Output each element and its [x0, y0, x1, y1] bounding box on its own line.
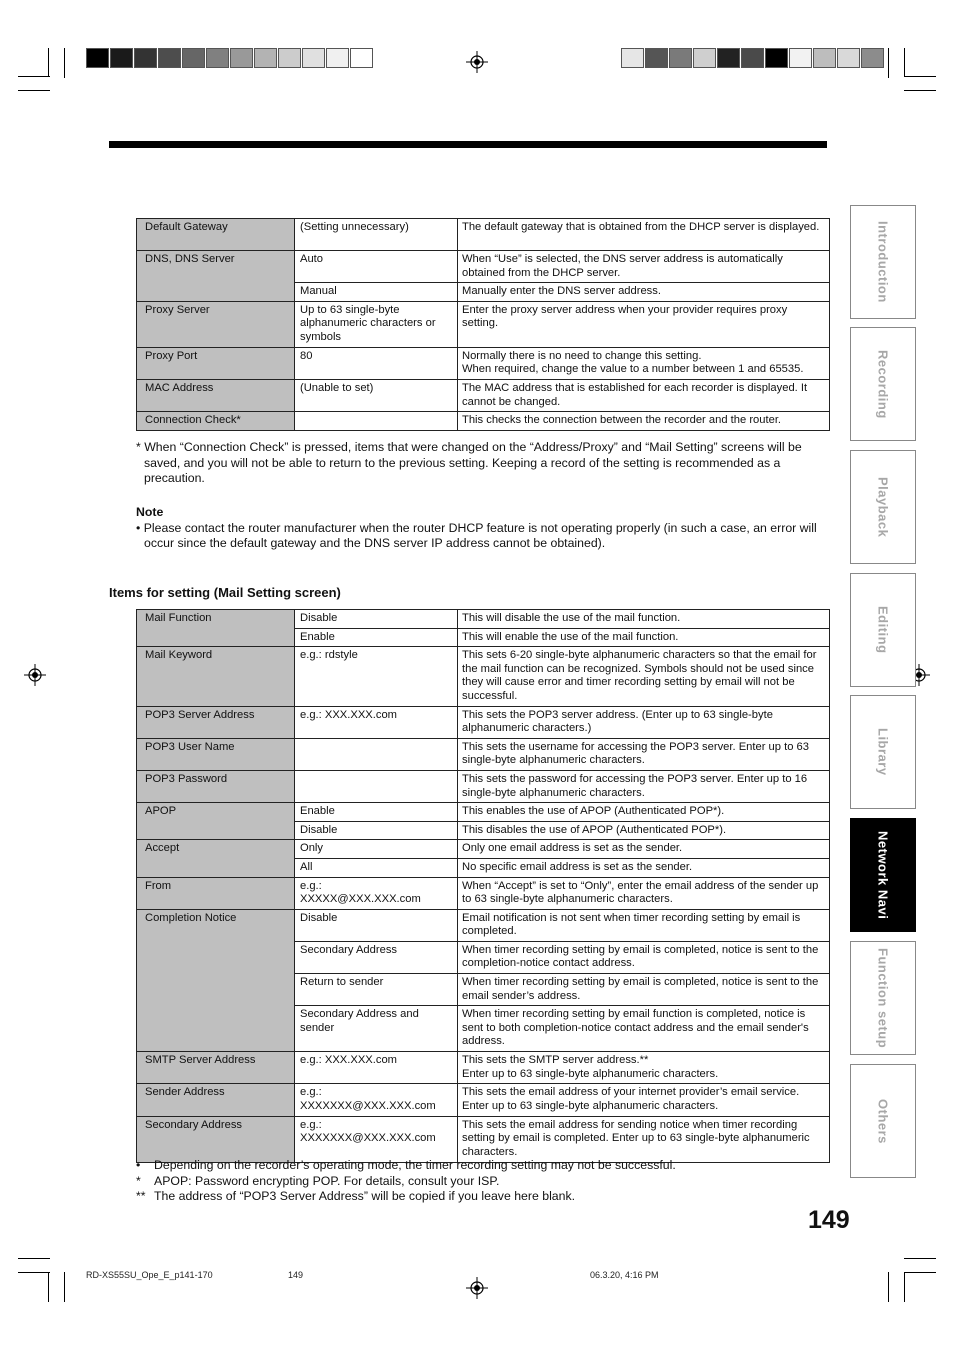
item-cell: Default Gateway — [137, 219, 295, 251]
description-cell: This enables the use of APOP (Authenticated POP*). — [458, 803, 830, 822]
table-row — [137, 412, 830, 431]
description-cell: Email notification is not sent when timer recording setting by email is completed. — [458, 909, 830, 941]
item-cell: MAC Address — [137, 379, 295, 411]
connection-check-note: * When “Connection Check” is pressed, items that were changed on the “Address/Proxy” and “Mail Setting” screens will be saved, and you will not be able to return to the previous setting. Keeping a record of the setting is recommended as a precaution. — [136, 440, 802, 485]
tab-label: Editing — [875, 606, 891, 654]
setting-cell: Only — [295, 840, 458, 859]
setting-cell: Disable — [295, 909, 458, 941]
table-row — [137, 840, 830, 859]
color-swatch — [230, 48, 253, 68]
setting-cell: Auto — [295, 251, 458, 283]
tab-label: Others — [875, 1098, 891, 1144]
header-rule — [109, 141, 827, 148]
setting-cell: e.g.: XXXXXXX@XXX.XXX.com — [295, 1116, 458, 1162]
table-row — [137, 1084, 830, 1116]
table-row — [137, 738, 830, 770]
note-body: • Please contact the router manufacturer when the router DHCP feature is not operating properly (in such a case, an error will occur since the default gateway and the DNS server IP address cannot be obtained). — [136, 520, 817, 550]
table-row — [137, 610, 830, 629]
description-cell: The MAC address that is established for each recorder is displayed. It cannot be changed. — [458, 379, 830, 411]
setting-cell: e.g.: XXXXX@XXX.XXX.com — [295, 877, 458, 909]
setting-cell: All — [295, 858, 458, 877]
tab-function-setup[interactable] — [850, 941, 916, 1055]
footnote — [136, 1189, 836, 1205]
item-cell: POP3 Password — [137, 770, 295, 802]
table-row — [137, 379, 830, 411]
setting-cell: e.g.: XXX.XXX.com — [295, 706, 458, 738]
description-cell: This will disable the use of the mail function. — [458, 610, 830, 629]
tab-library[interactable] — [850, 695, 916, 809]
footnote — [136, 1158, 836, 1174]
footnote-text: APOP: Password encrypting POP. For details, consult your ISP. — [154, 1173, 500, 1188]
tab-recording[interactable] — [850, 327, 916, 441]
tab-label: Network Navi — [875, 830, 891, 920]
item-cell: Completion Notice — [137, 909, 295, 1052]
color-calibration-bar — [86, 48, 374, 68]
setting-cell: Enable — [295, 628, 458, 647]
tab-label: Function setup — [875, 947, 891, 1049]
description-cell: This sets the username for accessing the POP3 server. Enter up to 63 single-byte alphanumeric characters. — [458, 738, 830, 770]
setting-cell — [295, 770, 458, 802]
item-cell: Mail Function — [137, 610, 295, 647]
description-cell: This checks the connection between the recorder and the router. — [458, 412, 830, 431]
setting-cell: (Setting unnecessary) — [295, 219, 458, 251]
description-cell: This will enable the use of the mail function. — [458, 628, 830, 647]
item-cell: Mail Keyword — [137, 647, 295, 706]
page-number: 149 — [808, 1206, 850, 1234]
tab-label: Introduction — [875, 221, 891, 303]
description-cell: When timer recording setting by email function is completed, notice is sent to both completion-notice contact address and the email sender's address. — [458, 1006, 830, 1052]
table-row — [137, 251, 830, 283]
item-cell: APOP — [137, 803, 295, 840]
footnote-mark: ** — [136, 1189, 146, 1203]
description-cell: This disables the use of APOP (Authenticated POP*). — [458, 821, 830, 840]
setting-cell: Disable — [295, 821, 458, 840]
item-cell: Proxy Server — [137, 301, 295, 347]
description-cell: Manually enter the DNS server address. — [458, 283, 830, 302]
footnote-mark: * — [136, 1173, 141, 1188]
setting-cell: e.g.: rdstyle — [295, 647, 458, 706]
table-row — [137, 301, 830, 347]
item-cell: From — [137, 877, 295, 909]
color-swatch — [765, 48, 788, 68]
setting-cell: Secondary Address and sender — [295, 1006, 458, 1052]
description-cell: No specific email address is set as the sender. — [458, 858, 830, 877]
color-swatch — [278, 48, 301, 68]
color-swatch — [741, 48, 764, 68]
network-settings-table — [136, 218, 830, 431]
color-swatch — [326, 48, 349, 68]
item-cell: Secondary Address — [137, 1116, 295, 1162]
setting-cell: Return to sender — [295, 974, 458, 1006]
setting-cell: e.g.: XXXXXXX@XXX.XXX.com — [295, 1084, 458, 1116]
item-cell: Accept — [137, 840, 295, 877]
item-cell: Proxy Port — [137, 347, 295, 379]
description-cell: Normally there is no need to change this setting. When required, change the value to a number between 1 and 65535. — [458, 347, 830, 379]
table-row — [137, 1052, 830, 1084]
color-swatch — [254, 48, 277, 68]
table-row — [137, 647, 830, 706]
description-cell: This sets the email address for sending notice when timer recording setting by email is completed. Enter up to 63 single-byte alphanumeric characters. — [458, 1116, 830, 1162]
registration-mark-icon — [24, 664, 46, 686]
color-swatch — [645, 48, 668, 68]
note-block — [136, 505, 828, 552]
item-cell: Connection Check* — [137, 412, 295, 431]
color-swatch — [789, 48, 812, 68]
mail-settings-table — [136, 609, 830, 1163]
footer-page: 149 — [288, 1270, 304, 1280]
description-cell: The default gateway that is obtained from the DHCP server is displayed. — [458, 219, 830, 251]
section-title: Items for setting (Mail Setting screen) — [109, 585, 341, 600]
footnote-text: Depending on the recorder’s operating mode, the timer recording setting may not be successful. — [154, 1158, 676, 1172]
color-swatch — [158, 48, 181, 68]
registration-mark-icon — [466, 51, 488, 73]
description-cell: When timer recording setting by email is completed, notice is sent to the completion-notice contact address. — [458, 941, 830, 973]
setting-cell: e.g.: XXX.XXX.com — [295, 1052, 458, 1084]
color-swatch — [206, 48, 229, 68]
footer-date: 06.3.20, 4:16 PM — [590, 1270, 659, 1280]
tab-label: Playback — [875, 476, 891, 538]
color-swatch — [134, 48, 157, 68]
setting-cell — [295, 738, 458, 770]
color-swatch — [669, 48, 692, 68]
tab-others[interactable] — [850, 1064, 916, 1178]
description-cell: When timer recording setting by email is completed, notice is sent to the email sender’s address. — [458, 974, 830, 1006]
table-row — [137, 909, 830, 941]
footnote — [136, 1174, 836, 1190]
color-swatch — [861, 48, 884, 68]
description-cell: When “Accept” is set to “Only”, enter the email address of the sender up to 63 single-byte alphanumeric characters. — [458, 877, 830, 909]
item-cell: POP3 Server Address — [137, 706, 295, 738]
tab-editing[interactable] — [850, 573, 916, 687]
setting-cell: Disable — [295, 610, 458, 629]
footer-filename: RD-XS55SU_Ope_E_p141-170 — [86, 1270, 213, 1280]
footnote-text: The address of “POP3 Server Address” will be copied if you leave here blank. — [154, 1189, 576, 1203]
setting-cell: (Unable to set) — [295, 379, 458, 411]
registration-mark-icon — [466, 1277, 488, 1299]
item-cell: DNS, DNS Server — [137, 251, 295, 302]
table-row — [137, 219, 830, 251]
item-cell: Sender Address — [137, 1084, 295, 1116]
setting-cell: Enable — [295, 803, 458, 822]
description-cell: This sets the password for accessing the POP3 server. Enter up to 16 single-byte alphanumeric characters. — [458, 770, 830, 802]
item-cell: POP3 User Name — [137, 738, 295, 770]
color-swatch — [302, 48, 325, 68]
setting-cell: 80 — [295, 347, 458, 379]
color-swatch — [813, 48, 836, 68]
color-calibration-bar — [621, 48, 885, 68]
color-swatch — [621, 48, 644, 68]
table-row — [137, 877, 830, 909]
table-row — [137, 1116, 830, 1162]
color-swatch — [110, 48, 133, 68]
description-cell: This sets the POP3 server address. (Enter up to 63 single-byte alphanumeric characters.) — [458, 706, 830, 738]
tab-introduction[interactable] — [850, 205, 916, 319]
color-swatch — [717, 48, 740, 68]
color-swatch — [350, 48, 373, 68]
description-cell: This sets the SMTP server address.** Enter up to 63 single-byte alphanumeric characters. — [458, 1052, 830, 1084]
description-cell: When “Use” is selected, the DNS server address is automatically obtained from the DHCP server. — [458, 251, 830, 283]
tab-network-navi[interactable] — [850, 818, 916, 932]
color-swatch — [837, 48, 860, 68]
color-swatch — [182, 48, 205, 68]
description-cell: This sets 6-20 single-byte alphanumeric characters so that the email for the mail function can be recognized. Symbols should not be used since they will cause error and timer recording setting by email will not be successful. — [458, 647, 830, 706]
table-row — [137, 803, 830, 822]
description-cell: Only one email address is set as the sender. — [458, 840, 830, 859]
table-row — [137, 770, 830, 802]
setting-cell — [295, 412, 458, 431]
footnotes — [136, 1158, 836, 1205]
table-row — [137, 706, 830, 738]
color-swatch — [693, 48, 716, 68]
tab-label: Library — [875, 728, 891, 776]
tab-label: Recording — [875, 349, 891, 419]
footnote-mark: • — [136, 1158, 141, 1172]
color-swatch — [86, 48, 109, 68]
description-cell: Enter the proxy server address when your provider requires proxy setting. — [458, 301, 830, 347]
item-cell: SMTP Server Address — [137, 1052, 295, 1084]
setting-cell: Manual — [295, 283, 458, 302]
setting-cell: Up to 63 single-byte alphanumeric characters or symbols — [295, 301, 458, 347]
note-title: Note — [136, 505, 164, 519]
table-row — [137, 347, 830, 379]
description-cell: This sets the email address of your internet provider’s email service. Enter up to 63 single-byte alphanumeric characters. — [458, 1084, 830, 1116]
setting-cell: Secondary Address — [295, 941, 458, 973]
tab-playback[interactable] — [850, 450, 916, 564]
